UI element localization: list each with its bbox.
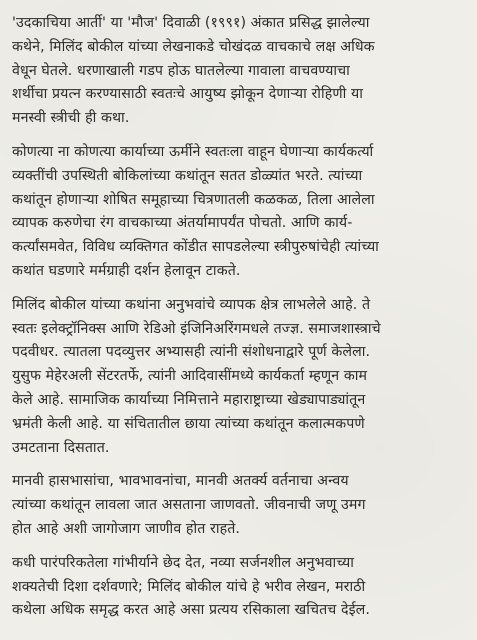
text-line: मानवी हासभासांचा, भावभावनांचा, मानवी अतर्क्य वर्तनाचा अन्वय: [12, 473, 349, 490]
text-line: केले आहे. सामाजिक कार्याच्या निमित्ताने महाराष्ट्राच्या खेड्यापाड्यांतून: [12, 391, 366, 408]
text-line: कोणत्या ना कोणत्या कार्याच्या ऊर्मीने स्वतःला वाहून घेणाऱ्या कार्यकर्त्या: [12, 143, 374, 160]
text-line: मिलिंद बोकील यांच्या कथांना अनुभवांचे व्यापक क्षेत्र लाभलेले आहे. ते: [12, 296, 371, 313]
text-line: कथेने, मिलिंद बोकील यांच्या लेखनाकडे चोखंदळ वाचकाचे लक्ष अधिक: [12, 38, 375, 55]
text-line: शर्थीचा प्रयत्न करण्यासाठी स्वतःचे आयुष्य झोकून देणाऱ्या रोहिणी या: [12, 86, 364, 103]
text-line: पदवीधर. त्यातला पदव्युत्तर अभ्यासही त्यांनी संशोधनाद्वारे पूर्ण केलेला.: [12, 344, 371, 361]
text-line: होत आहे अशी जागोजाग जाणीव होत राहते.: [12, 520, 241, 537]
text-line: भ्रमंती केली आहे. या संचितातील छाया त्यांच्या कथांतून कलात्मकपणे: [12, 415, 365, 432]
text-line: कर्त्यांसमवेत, विविध व्यक्तिगत कोंडीत सापडलेल्या स्त्रीपुरुषांचेही त्यांच्या: [12, 239, 379, 256]
text-line: 'उदकाचिया आर्ती' या 'मौज' दिवाळी (१९९१) अंकात प्रसिद्ध झालेल्या: [12, 15, 370, 31]
text-line: त्यांच्या कथांतून लावला जात असताना जाणवतो. जीवनाची जणू उमग: [12, 497, 366, 514]
paragraph-human-nature: [12, 470, 467, 541]
text-line: व्यापक करुणेचा रंग वाचकाच्या अंतर्यामापर्यंत पोचतो. आणि कार्य-: [12, 215, 353, 232]
paragraph-intro: [12, 12, 467, 131]
paragraph-author-background: [12, 294, 467, 461]
text-line: वेधून घेतले. धरणाखाली गडप होऊ घातलेल्या गावाला वाचवण्याचा: [12, 62, 350, 79]
text-line: स्वतः इलेक्ट्रॉनिक्स आणि रेडिओ इंजिनिअरिंगमधले तज्ज्ञ. समाजशास्त्राचे: [12, 320, 381, 337]
text-line: व्यक्तींची उपस्थिती बोकिलांच्या कथांतून सतत डोळ्यांत भरते. त्यांच्या: [12, 167, 363, 184]
text-line: कथेला अधिक समृद्ध करत आहे असा प्रत्यय रसिकाला खचितच देईल.: [12, 602, 371, 619]
text-line: कथांतून होणाऱ्या शोषित समूहाच्या चित्रणातली कळकळ, तिला आलेला: [12, 191, 375, 208]
text-line: शक्यतेची दिशा दर्शवणारे; मिलिंद बोकील यांचे हे भरीव लेखन, मराठी: [12, 578, 366, 595]
paragraph-activists: [12, 141, 467, 284]
text-line: कधी पारंपरिकतेला गांभीर्याने छेद देत, नव्या सर्जनशील अनुभवाच्या: [12, 554, 355, 571]
text-line: कथांत घडणारे मर्मग्राही दर्शन हेलावून टाकते.: [12, 262, 241, 279]
text-line: मनस्वी स्त्रीची ही कथा.: [12, 110, 130, 127]
paragraph-closing: [12, 552, 467, 623]
text-line: युसुफ मेहेरअली सेंटरतर्फे, त्यांनी आदिवासींमध्ये कार्यकर्ता म्हणून काम: [12, 368, 368, 385]
text-line: उमटताना दिसतात.: [12, 439, 110, 456]
